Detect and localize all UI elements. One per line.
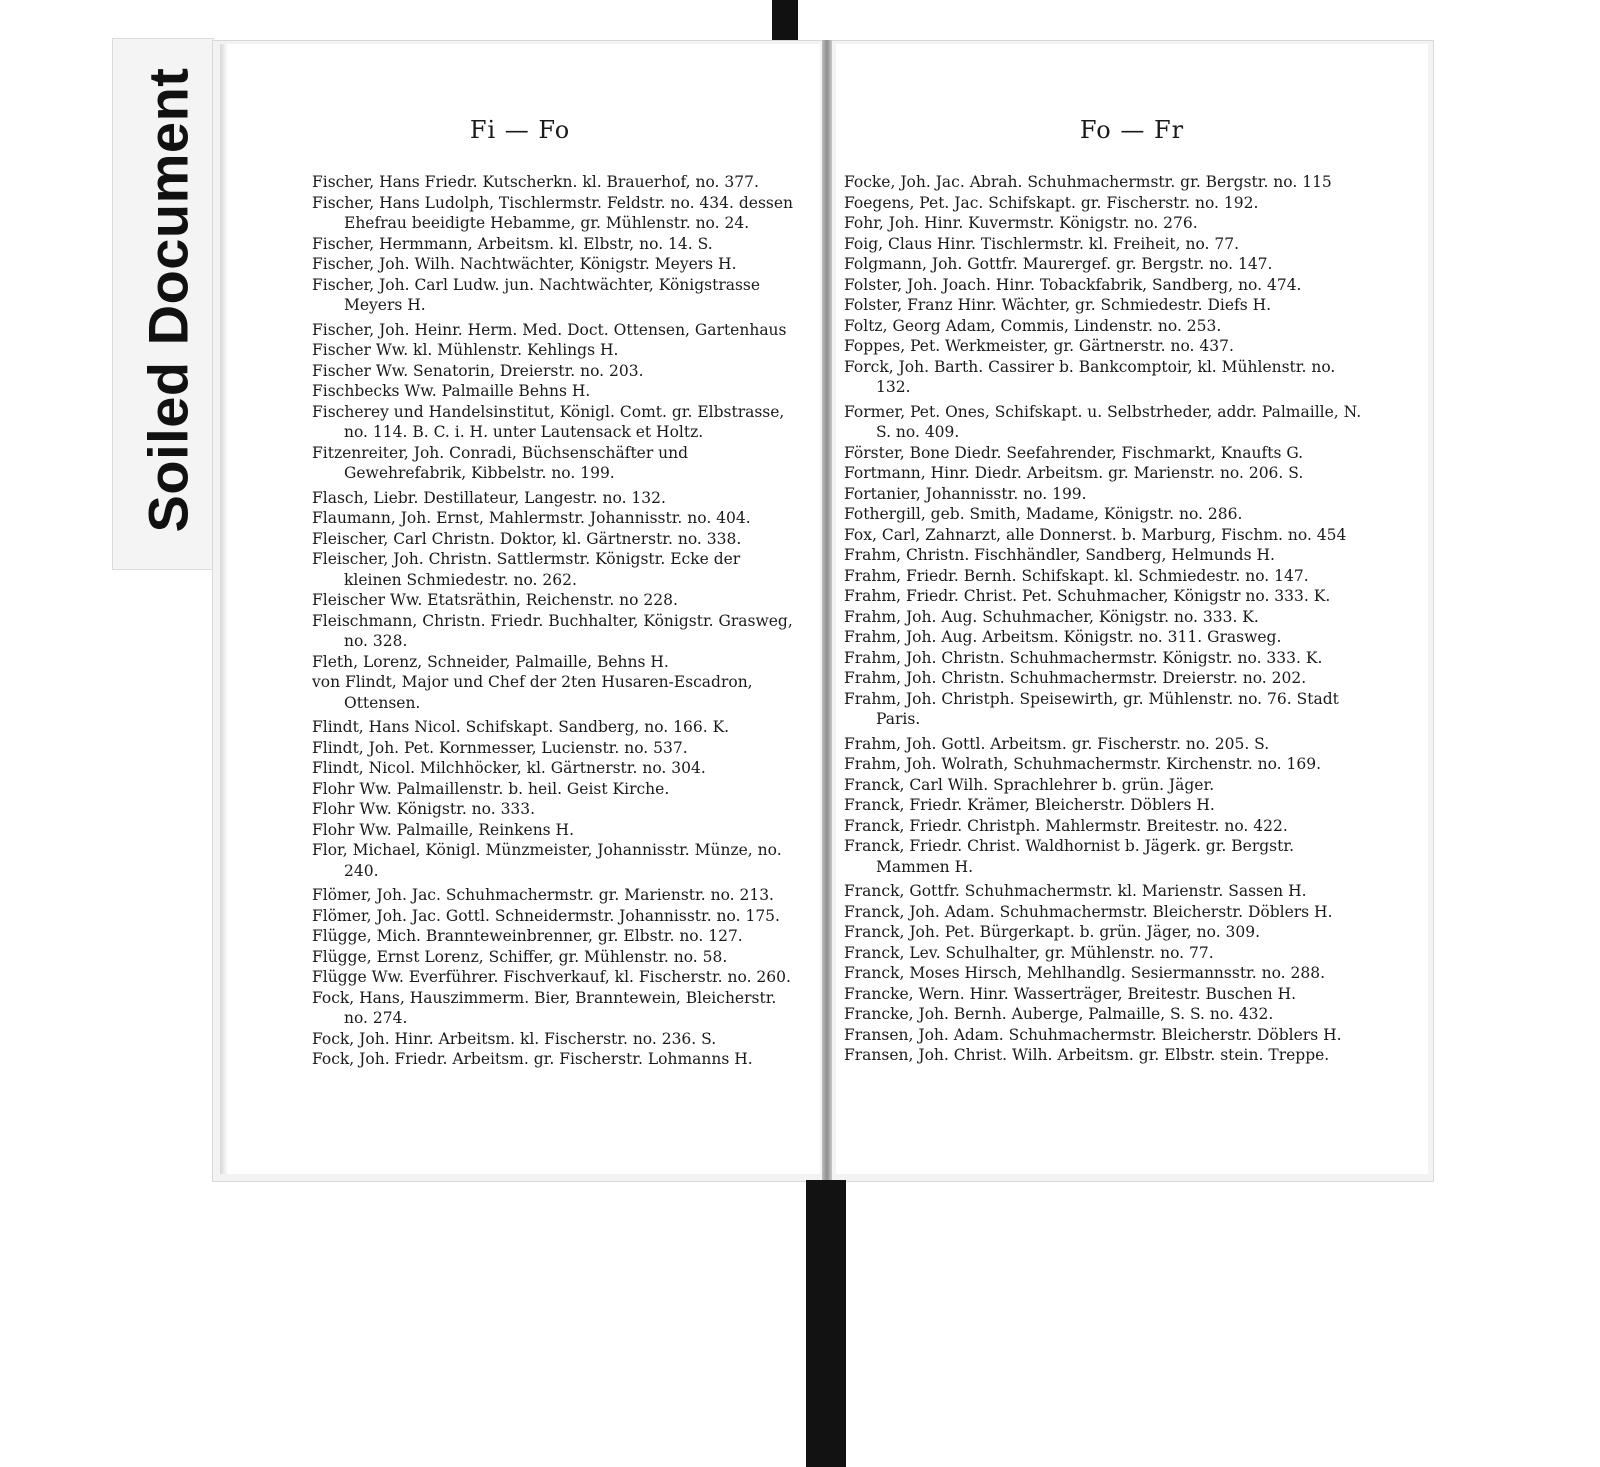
book-gutter bbox=[822, 40, 832, 1180]
list-item: Flohr Ww. Palmaille, Reinkens H. bbox=[312, 820, 575, 839]
list-item: Flohr Ww. Palmaillenstr. b. heil. Geist Kirche. bbox=[312, 779, 670, 798]
left-entry-list bbox=[312, 172, 802, 1070]
list-item: Frahm, Joh. Christn. Schuhmachermstr. Dreierstr. no. 202. bbox=[844, 669, 1307, 687]
list-item: Fischer, Hermmann, Arbeitsm. kl. Elbstr, no. 14. S. bbox=[312, 234, 713, 253]
list-item: Fischer, Joh. Heinr. Herm. Med. Doct. Ottensen, Gartenhaus bbox=[312, 320, 787, 339]
list-item: Fock, Hans, Hauszimmerm. Bier, Branntewein, Bleicherstr. no. 274. bbox=[312, 988, 777, 1027]
list-item: Fortanier, Johannisstr. no. 199. bbox=[844, 484, 1087, 503]
list-item: Frahm, Joh. Wolrath, Schuhmachermstr. Kirchenstr. no. 169. bbox=[844, 755, 1321, 773]
list-item: Former, Pet. Ones, Schifskapt. u. Selbstrheder, addr. Palmaille, N. S. no. 409. bbox=[844, 402, 1362, 441]
list-item: Franck, Moses Hirsch, Mehlhandlg. Sesiermannsstr. no. 288. bbox=[844, 964, 1326, 982]
list-item: Fischer Ww. kl. Mühlenstr. Kehlings H. bbox=[312, 341, 619, 359]
list-item: Flömer, Joh. Jac. Gottl. Schneidermstr. Johannisstr. no. 175. bbox=[312, 906, 780, 925]
spine-top-strip bbox=[772, 0, 798, 40]
stamp-label: Soiled Document bbox=[136, 67, 200, 533]
list-item: von Flindt, Major und Chef der 2ten Husaren-Escadron, Ottensen. bbox=[312, 673, 753, 712]
list-item: Förster, Bone Diedr. Seefahrender, Fischmarkt, Knaufts G. bbox=[844, 443, 1304, 462]
left-page-header: Fi — Fo bbox=[469, 116, 571, 144]
list-item: Flügge Ww. Everführer. Fischverkauf, kl. Fischerstr. no. 260. bbox=[312, 968, 791, 986]
list-item: Fleischer, Carl Christn. Doktor, kl. Gärtnerstr. no. 338. bbox=[312, 529, 742, 548]
list-item: Fothergill, geb. Smith, Madame, Königstr. no. 286. bbox=[844, 505, 1243, 523]
list-item: Frahm, Friedr. Bernh. Schifskapt. kl. Schmiedestr. no. 147. bbox=[844, 566, 1309, 585]
list-item: Foegens, Pet. Jac. Schifskapt. gr. Fischerstr. no. 192. bbox=[844, 193, 1259, 212]
list-item: Fransen, Joh. Adam. Schuhmachermstr. Bleicherstr. Döblers H. bbox=[844, 1025, 1342, 1044]
list-item: Fischerey und Handelsinstitut, Königl. Comt. gr. Elbstrasse, no. 114. B. C. i. H. unter Lautensack et Holtz. bbox=[312, 402, 785, 441]
list-item: Franck, Friedr. Christph. Mahlermstr. Breitestr. no. 422. bbox=[844, 816, 1288, 835]
spine-bottom-strip bbox=[806, 1180, 846, 1467]
list-item: Focke, Joh. Jac. Abrah. Schuhmachermstr. gr. Bergstr. no. 115 bbox=[844, 173, 1332, 191]
list-item: Fleischer Ww. Etatsräthin, Reichenstr. no 228. bbox=[312, 591, 678, 609]
list-item: Fischer, Hans Ludolph, Tischlermstr. Feldstr. no. 434. dessen Ehefrau beeidigte Hebamme, gr. Mühlenstr. no. 24. bbox=[312, 193, 794, 232]
list-item: Frahm, Joh. Christph. Speisewirth, gr. Mühlenstr. no. 76. Stadt Paris. bbox=[844, 689, 1339, 728]
list-item: Flömer, Joh. Jac. Schuhmachermstr. gr. Marienstr. no. 213. bbox=[312, 886, 774, 904]
list-item: Fischer Ww. Senatorin, Dreierstr. no. 203. bbox=[312, 361, 644, 380]
list-item: Franck, Gottfr. Schuhmachermstr. kl. Marienstr. Sassen H. bbox=[844, 882, 1307, 900]
list-item: Flor, Michael, Königl. Münzmeister, Johannisstr. Münze, no. 240. bbox=[312, 841, 782, 880]
list-item: Frahm, Joh. Aug. Schuhmacher, Königstr. no. 333. K. bbox=[844, 607, 1259, 626]
list-item: Fock, Joh. Hinr. Arbeitsm. kl. Fischerstr. no. 236. S. bbox=[312, 1029, 717, 1048]
list-item: Fischer, Joh. Carl Ludw. jun. Nachtwächter, Königstrasse Meyers H. bbox=[312, 275, 761, 314]
list-item: Franck, Joh. Adam. Schuhmachermstr. Bleicherstr. Döblers H. bbox=[844, 902, 1333, 921]
list-item: Forck, Joh. Barth. Cassirer b. Bankcomptoir, kl. Mühlenstr. no. 132. bbox=[844, 357, 1336, 396]
list-item: Fitzenreiter, Joh. Conradi, Büchsenschäfter und Gewehrefabrik, Kibbelstr. no. 199. bbox=[312, 443, 689, 482]
list-item: Flohr Ww. Königstr. no. 333. bbox=[312, 800, 536, 818]
list-item: Franck, Friedr. Krämer, Bleicherstr. Döblers H. bbox=[844, 796, 1215, 814]
list-item: Foltz, Georg Adam, Commis, Lindenstr. no. 253. bbox=[844, 316, 1222, 335]
list-item: Flügge, Ernst Lorenz, Schiffer, gr. Mühlenstr. no. 58. bbox=[312, 947, 728, 966]
list-item: Fohr, Joh. Hinr. Kuvermstr. Königstr. no. 276. bbox=[844, 214, 1198, 232]
list-item: Fleth, Lorenz, Schneider, Palmaille, Behns H. bbox=[312, 652, 669, 671]
list-item: Folgmann, Joh. Gottfr. Maurergef. gr. Bergstr. no. 147. bbox=[844, 255, 1273, 273]
list-item: Fischer, Joh. Wilh. Nachtwächter, Königstr. Meyers H. bbox=[312, 255, 737, 273]
list-item: Frahm, Friedr. Christ. Pet. Schuhmacher, Königstr no. 333. K. bbox=[844, 587, 1331, 605]
list-item: Fortmann, Hinr. Diedr. Arbeitsm. gr. Marienstr. no. 206. S. bbox=[844, 464, 1304, 482]
list-item: Francke, Wern. Hinr. Wasserträger, Breitestr. Buschen H. bbox=[844, 984, 1297, 1003]
list-item: Flindt, Nicol. Milchhöcker, kl. Gärtnerstr. no. 304. bbox=[312, 759, 706, 777]
list-item: Flügge, Mich. Brannteweinbrenner, gr. Elbstr. no. 127. bbox=[312, 927, 743, 945]
list-item: Fischer, Hans Friedr. Kutscherkn. kl. Brauerhof, no. 377. bbox=[312, 173, 759, 191]
list-item: Franck, Joh. Pet. Bürgerkapt. b. grün. Jäger, no. 309. bbox=[844, 923, 1261, 941]
list-item: Franck, Friedr. Christ. Waldhornist b. Jägerk. gr. Bergstr. Mammen H. bbox=[844, 837, 1294, 876]
list-item: Frahm, Joh. Aug. Arbeitsm. Königstr. no. 311. Grasweg. bbox=[844, 628, 1282, 646]
list-item: Fleischmann, Christn. Friedr. Buchhalter, Königstr. Grasweg, no. 328. bbox=[312, 611, 793, 650]
list-item: Flasch, Liebr. Destillateur, Langestr. no. 132. bbox=[312, 488, 666, 507]
list-item: Foppes, Pet. Werkmeister, gr. Gärtnerstr. no. 437. bbox=[844, 337, 1234, 355]
list-item: Flindt, Joh. Pet. Kornmesser, Lucienstr. no. 537. bbox=[312, 738, 688, 757]
right-page-header: Fo — Fr bbox=[1079, 116, 1185, 144]
list-item: Francke, Joh. Bernh. Auberge, Palmaille, S. S. no. 432. bbox=[844, 1005, 1274, 1023]
list-item: Folster, Joh. Joach. Hinr. Tobackfabrik, Sandberg, no. 474. bbox=[844, 275, 1302, 294]
list-item: Folster, Franz Hinr. Wächter, gr. Schmiedestr. Diefs H. bbox=[844, 296, 1272, 314]
left-page bbox=[220, 44, 820, 1174]
right-page bbox=[836, 44, 1428, 1174]
list-item: Franck, Carl Wilh. Sprachlehrer b. grün. Jäger. bbox=[844, 775, 1215, 794]
list-item: Frahm, Joh. Gottl. Arbeitsm. gr. Fischerstr. no. 205. S. bbox=[844, 734, 1270, 753]
list-item: Franck, Lev. Schulhalter, gr. Mühlenstr. no. 77. bbox=[844, 943, 1214, 962]
list-item: Fleischer, Joh. Christn. Sattlermstr. Königstr. Ecke der kleinen Schmiedestr. no. 262. bbox=[312, 550, 741, 589]
list-item: Flaumann, Joh. Ernst, Mahlermstr. Johannisstr. no. 404. bbox=[312, 509, 751, 527]
list-item: Fox, Carl, Zahnarzt, alle Donnerst. b. Marburg, Fischm. no. 454 bbox=[844, 525, 1347, 544]
list-item: Frahm, Christn. Fischhändler, Sandberg, Helmunds H. bbox=[844, 546, 1275, 564]
right-entry-list bbox=[844, 172, 1364, 1066]
list-item: Frahm, Joh. Christn. Schuhmachermstr. Königstr. no. 333. K. bbox=[844, 648, 1323, 667]
list-item: Flindt, Hans Nicol. Schifskapt. Sandberg, no. 166. K. bbox=[312, 718, 730, 736]
list-item: Fischbecks Ww. Palmaille Behns H. bbox=[312, 382, 591, 400]
list-item: Foig, Claus Hinr. Tischlermstr. kl. Freiheit, no. 77. bbox=[844, 234, 1240, 253]
list-item: Fransen, Joh. Christ. Wilh. Arbeitsm. gr. Elbstr. stein. Treppe. bbox=[844, 1046, 1330, 1064]
list-item: Fock, Joh. Friedr. Arbeitsm. gr. Fischerstr. Lohmanns H. bbox=[312, 1050, 753, 1068]
